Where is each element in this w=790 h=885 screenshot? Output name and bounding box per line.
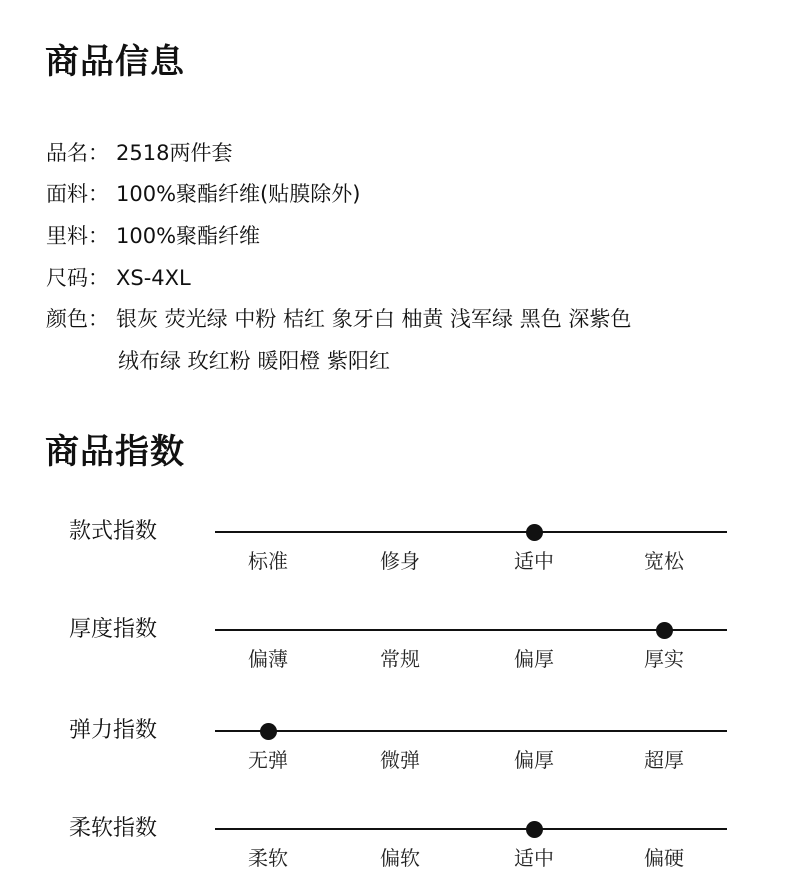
info-value: 2518两件套 [116,141,233,165]
info-value: XS-4XL [116,266,191,290]
index-marker-dot [526,821,543,838]
index-option: 修身 [380,549,420,573]
index-scale-line [215,730,727,732]
product-info-title: 商品信息 [45,42,185,82]
index-scale-line [215,629,727,631]
index-scale-line [215,828,727,830]
index-option: 常规 [380,647,420,671]
info-value: 100%聚酯纤维 [116,224,261,248]
info-row-name [46,139,232,167]
info-color-continuation: 绒布绿 玫红粉 暖阳橙 紫阳红 [118,349,391,373]
info-label: 尺码： [46,266,109,290]
product-index-title: 商品指数 [45,432,185,472]
index-marker-dot [656,622,673,639]
info-value: 银灰 荧光绿 中粉 桔红 象牙白 柚黄 浅军绿 黑色 深紫色 [116,307,632,331]
index-option: 超厚 [644,748,684,772]
info-row-size [46,264,191,292]
index-marker-dot [260,723,277,740]
index-elasticity [0,717,790,787]
info-row-fabric [46,180,360,208]
index-style [0,518,790,588]
info-label: 里料： [46,224,109,248]
info-row-color [46,305,631,333]
index-label: 款式指数 [69,519,158,544]
index-option: 偏硬 [644,846,684,870]
index-option: 偏厚 [514,748,554,772]
info-label: 颜色： [46,307,109,331]
index-option: 偏薄 [248,647,288,671]
index-option: 无弹 [248,748,288,772]
index-option: 偏厚 [514,647,554,671]
index-label: 弹力指数 [69,718,158,743]
index-option: 柔软 [248,846,288,870]
info-label: 面料： [46,182,109,206]
index-option: 适中 [514,846,554,870]
info-row-lining [46,222,260,250]
info-value: 100%聚酯纤维(贴膜除外) [116,182,361,206]
index-option: 适中 [514,549,554,573]
index-thickness [0,616,790,686]
info-label: 品名： [46,141,109,165]
index-softness [0,815,790,885]
index-option: 标准 [248,549,288,573]
index-option: 宽松 [644,549,684,573]
index-option: 偏软 [380,846,420,870]
index-option: 厚实 [644,647,684,671]
index-label: 厚度指数 [69,617,158,642]
index-scale-line [215,531,727,533]
index-label: 柔软指数 [69,816,158,841]
index-option: 微弹 [380,748,420,772]
index-marker-dot [526,524,543,541]
